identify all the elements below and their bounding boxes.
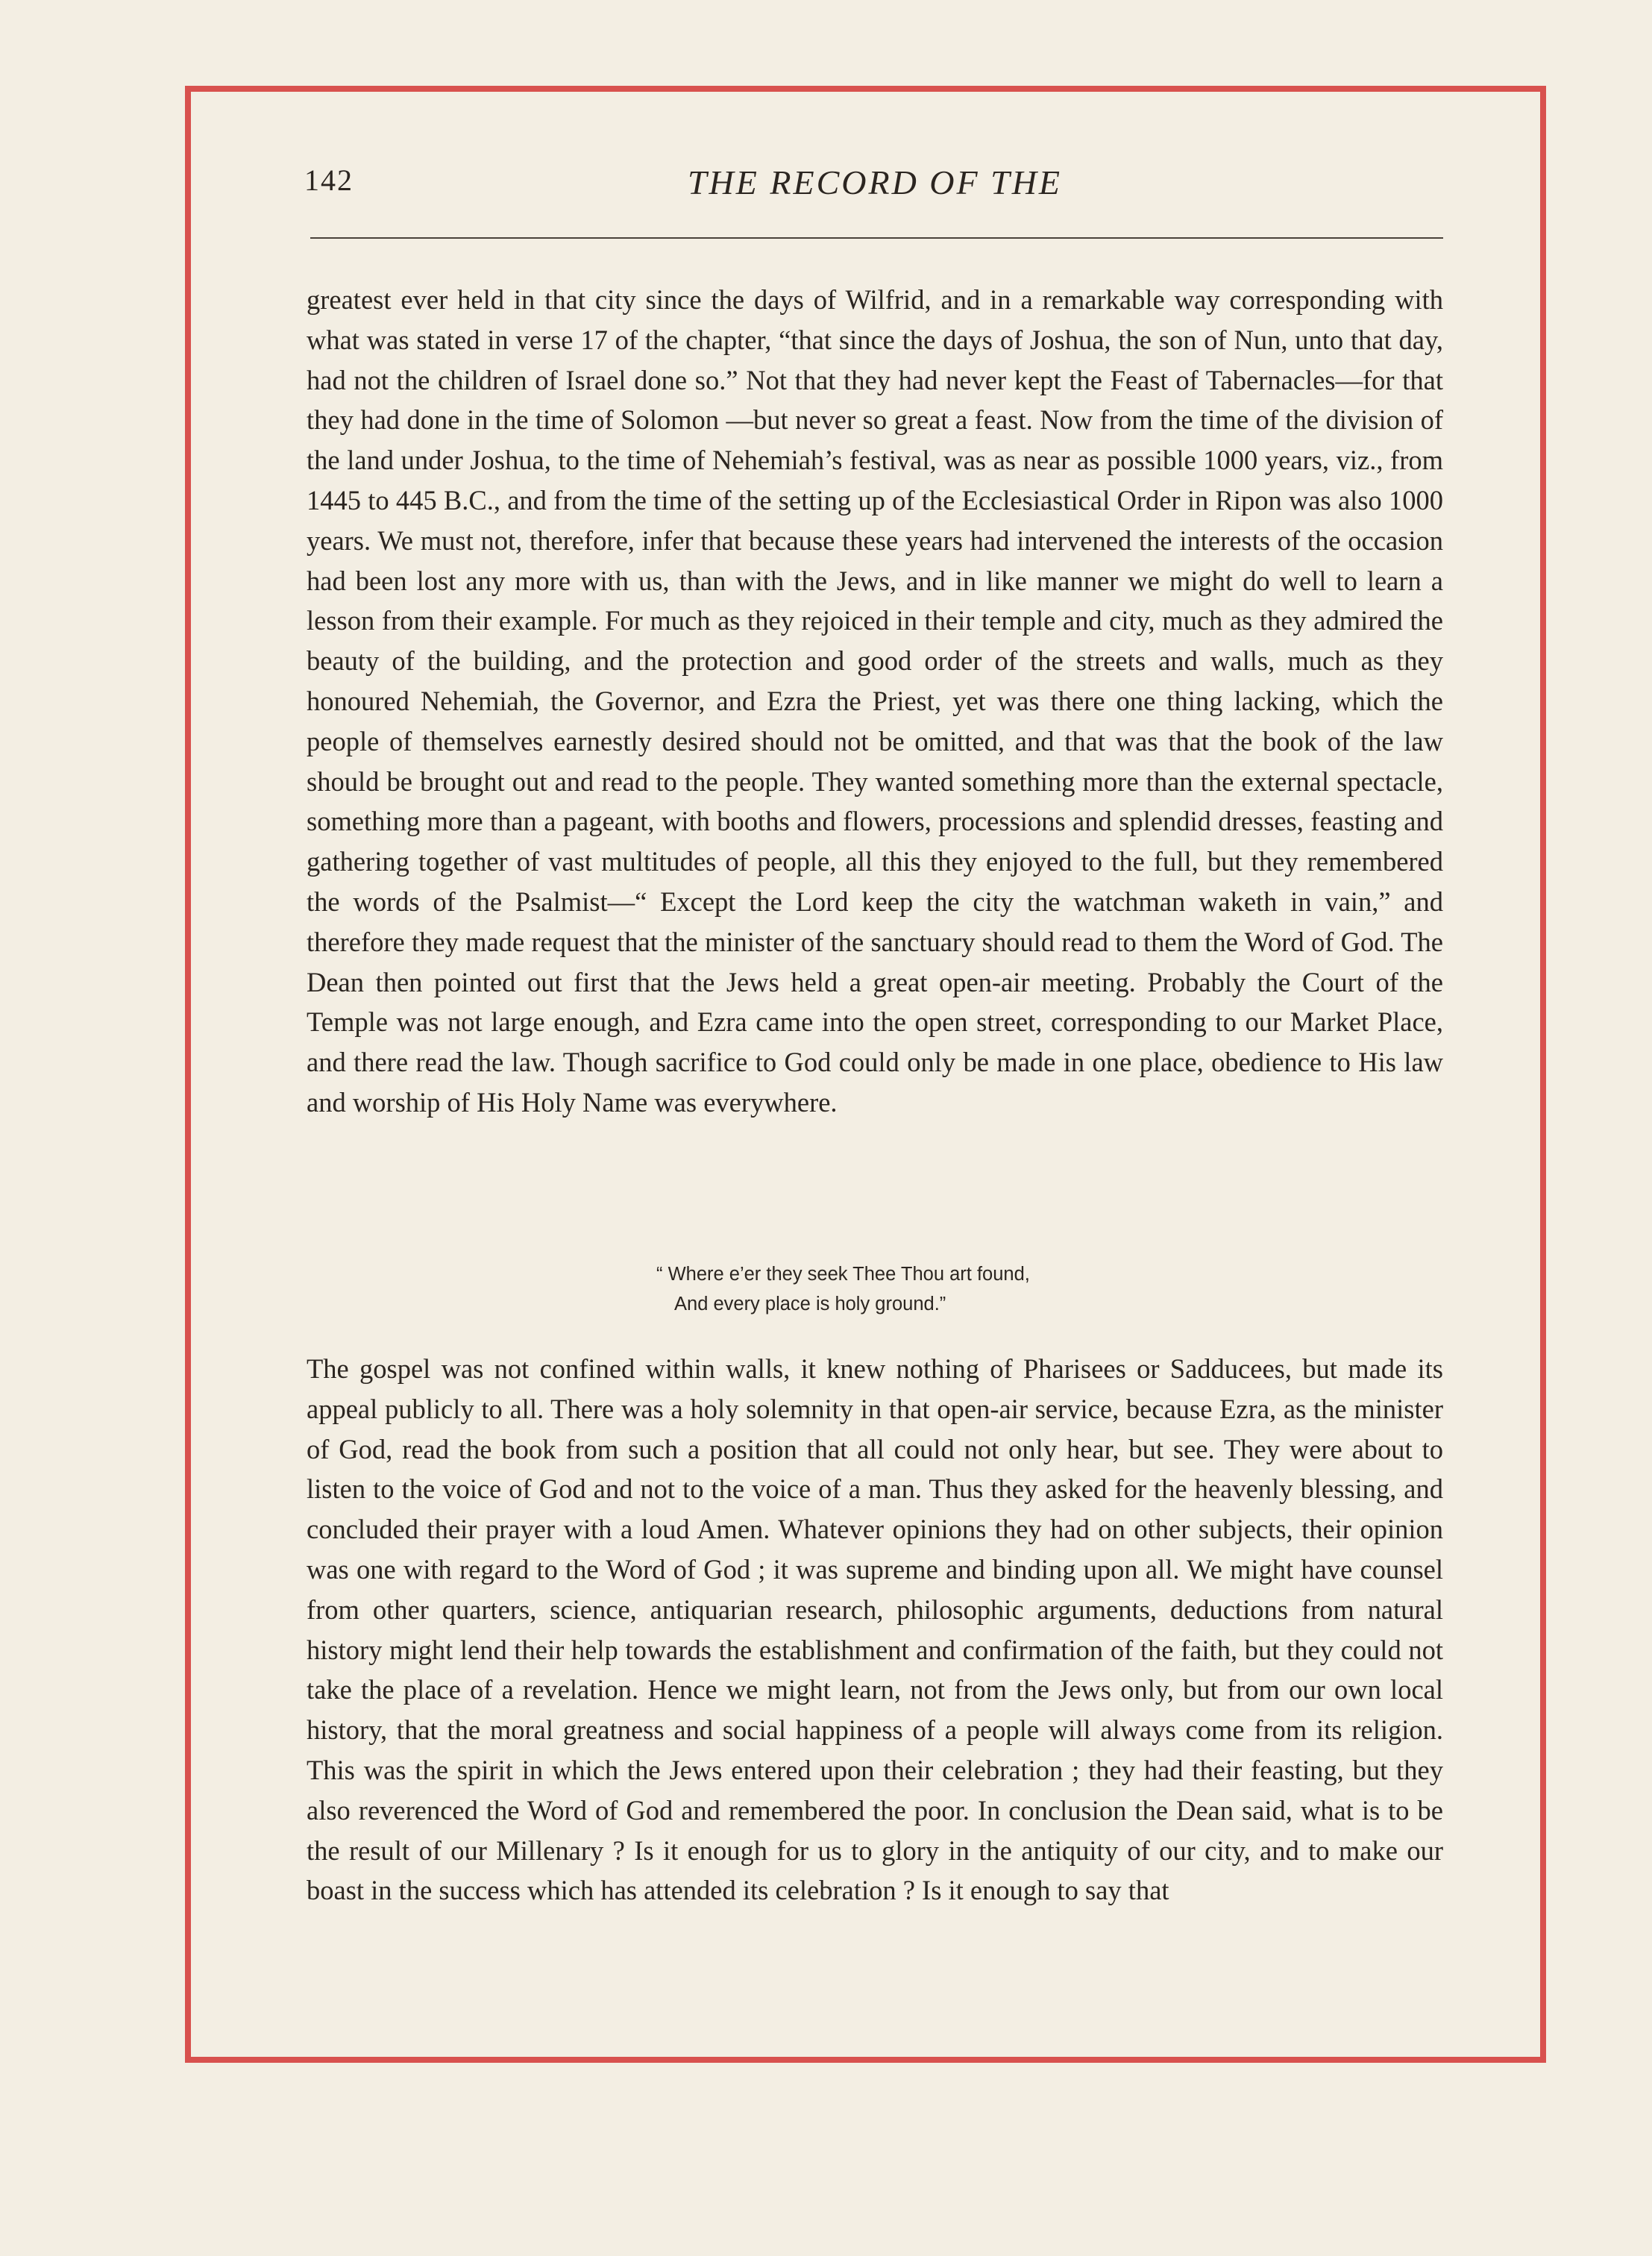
body-paragraph-1: greatest ever held in that city since the days of Wilfrid, and in a remarkable way corresponding with what was stated in verse 17 of the chapter, “that since the days of Joshua, the son of Nun, unto that day, had not the children of Israel done so.” Not that they had never kept the Feast of Tabernacles—for that they had done in the time of Solomon —but never so great a feast. Now from the time of the division of the land under Joshua, to the time of Nehemiah’s festival, was as near as possible 1000 years, viz., from 1445 to 445 B.C., and from the time of the setting up of the Ecclesiastical Order in Ripon was also 1000 years. We must not, therefore, infer that because these years had intervened the interests of the occasion had been lost any more with us, than with the Jews, and in like manner we might do well to learn a lesson from their example. For much as they rejoiced in their temple and city, much as they admired the beauty of the building, and the protection and good order of the streets and walls, much as they honoured Nehemiah, the Governor, and Ezra the Priest, yet was there one thing lacking, which the people of themselves earnestly desired should not be omitted, and that was that the book of the law should be brought out and read to the people. They wanted something more than the external spectacle, something more than a pageant, with booths and flowers, processions and splendid dresses, feasting and gathering together of vast multitudes of people, all this they enjoyed to the full, but they remembered the words of the Psalmist—“ Except the Lord keep the city the watchman waketh in vain,” and therefore they made request that the minister of the sanctuary should read to them the Word of God. The Dean then pointed out first that the Jews held a great open-air meeting. Probably the Court of the Temple was not large enough, and Ezra came into the open street, corresponding to our Market Place, and there read the law. Though sacrifice to God could only be made in one place, obedience to His law and worship of His Holy Name was everywhere. [307,284,1443,1118]
verse-quote [656,1259,1030,1319]
page-number: 142 [304,163,354,197]
header-rule [310,237,1443,239]
verse-line-1: “ Where e’er they seek Thee Thou art found, [656,1264,1030,1285]
body-paragraph-2: The gospel was not confined within walls, it knew nothing of Pharisees or Sadducees, but made its appeal publicly to all. There was a holy solemnity in that open-air service, because Ezra, as the minister of God, read the book from such a position that all could not only hear, but see. They were about to listen to the voice of God and not to the voice of a man. Thus they asked for the heavenly blessing, and concluded their prayer with a loud Amen. Whatever opinions they had on other subjects, their opinion was one with regard to the Word of God ; it was supreme and binding upon all. We might have counsel from other quarters, science, antiquarian research, philosophic arguments, deductions from natural history might lend their help towards the establishment and confirmation of the faith, but they could not take the place of a revelation. Hence we might learn, not from the Jews only, but from our own local history, that the moral greatness and social happiness of a people will always come from its religion. This was the spirit in which the Jews entered upon their celebration ; they had their feasting, but they also reverenced the Word of God and remembered the poor. In conclusion the Dean said, what is to be the result of our Millenary ? Is it enough for us to glory in the antiquity of our city, and to make our boast in the success which has attended its celebration ? Is it enough to say that [307,1353,1443,1906]
verse-line-2: And every place is holy ground.” [674,1294,946,1315]
running-title: THE RECORD OF THE [687,163,1063,201]
